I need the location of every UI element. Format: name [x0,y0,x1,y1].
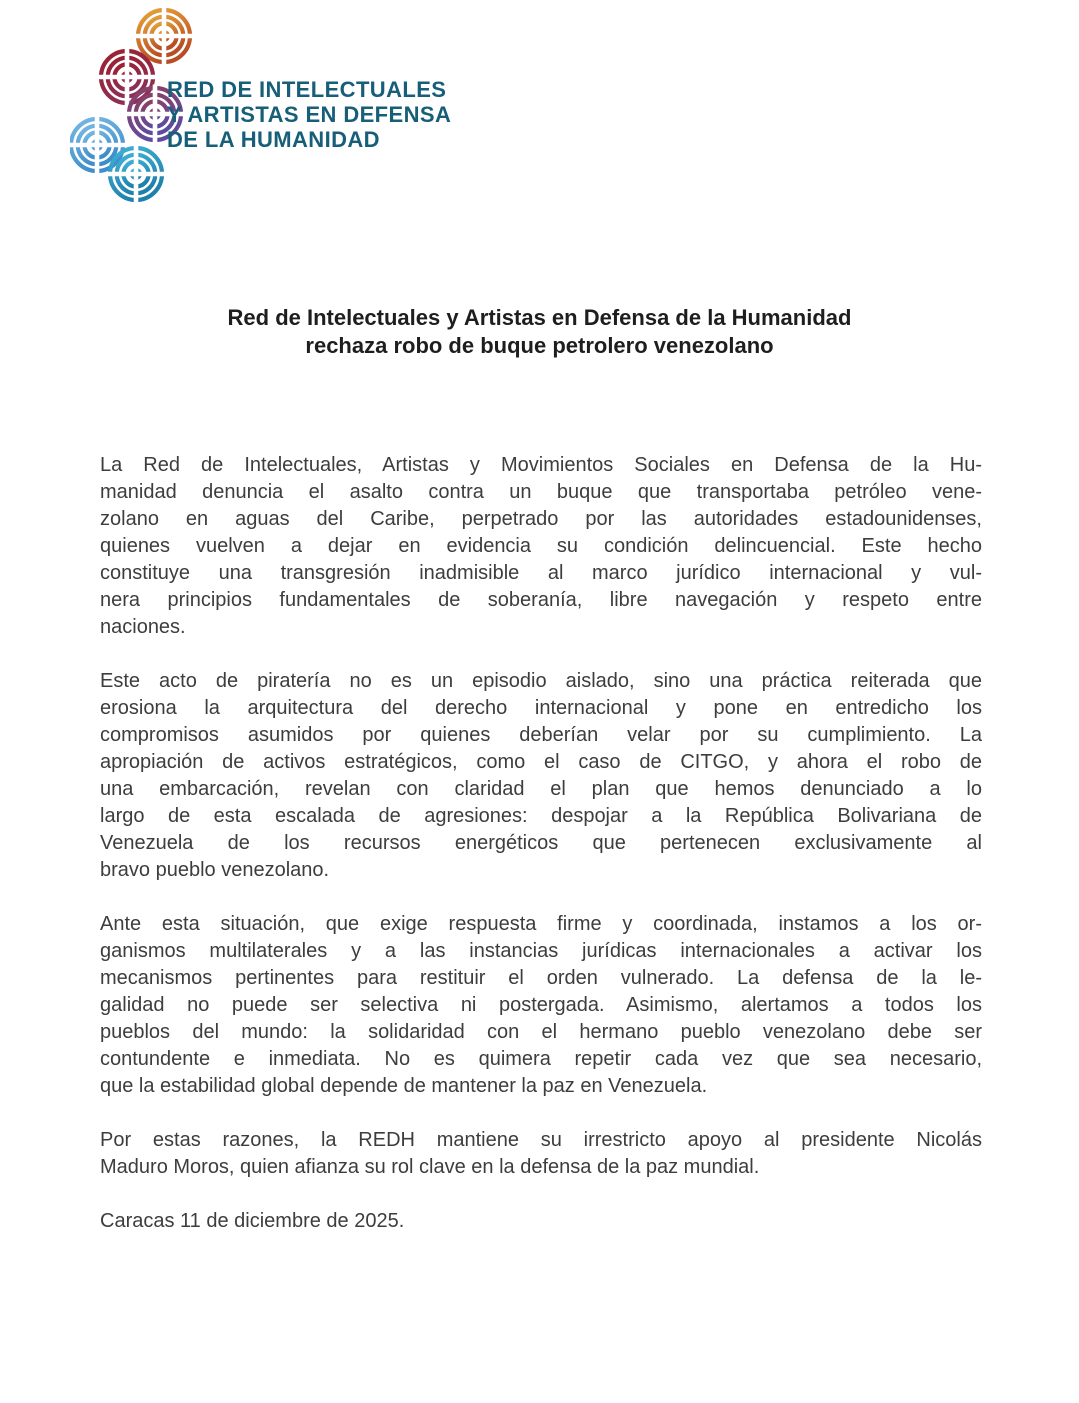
paragraph-line: zolano en aguas del Caribe, perpetrado por las autoridades estadounidenses, [100,508,982,530]
paragraph-line: Ante esta situación, que exige respuesta firme y coordinada, instamos a los or- [100,913,982,935]
paragraph-line: Venezuela de los recursos energéticos que pertenecen exclusivamente al [100,832,982,854]
paragraph-4 [100,1127,982,1181]
paragraph-line: naciones. [100,616,186,638]
paragraph-line: una embarcación, revelan con claridad el plan que hemos denunciado a lo [100,778,982,800]
paragraph-line: pueblos del mundo: la solidaridad con el hermano pueblo venezolano debe ser [100,1021,982,1043]
paragraph-2 [100,668,982,884]
document-title [0,304,1079,360]
paragraph-line: apropiación de activos estratégicos, como el caso de CITGO, y ahora el robo de [100,751,982,773]
paragraph-line: erosiona la arquitectura del derecho internacional y pone en entredicho los [100,697,982,719]
paragraph-line: constituye una transgresión inadmisible al marco jurídico internacional y vul- [100,562,982,584]
title-line: rechaza robo de buque petrolero venezolano [305,332,774,358]
logo-wordmark-line: DE LA HUMANIDAD [167,127,380,152]
paragraph-1 [100,452,982,641]
paragraph-line: quienes vuelven a dejar en evidencia su condición delincuencial. Este hecho [100,535,982,557]
paragraph-line: manidad denuncia el asalto contra un buque que transportaba petróleo vene- [100,481,982,503]
paragraph-3 [100,911,982,1100]
paragraph-line: La Red de Intelectuales, Artistas y Movimientos Sociales en Defensa de la Hu- [100,454,982,476]
paragraph-line: contundente e inmediata. No es quimera repetir cada vez que sea necesario, [100,1048,982,1070]
paragraph-line: galidad no puede ser selectiva ni postergada. Asimismo, alertamos a todos los [100,994,982,1016]
paragraph-line: Este acto de piratería no es un episodio aislado, sino una práctica reiterada que [100,670,982,692]
paragraph-line: que la estabilidad global depende de mantener la paz en Venezuela. [100,1075,708,1097]
paragraph-line: Por estas razones, la REDH mantiene su irrestricto apoyo al presidente Nicolás [100,1129,982,1151]
logo-wordmark-line: Y ARTISTAS EN DEFENSA [167,102,452,127]
document-body [100,452,982,1255]
date-line: Caracas 11 de diciembre de 2025. [100,1210,405,1232]
paragraph-line: compromisos asumidos por quienes deberían velar por su cumplimiento. La [100,724,982,746]
paragraph-line: Maduro Moros, quien afianza su rol clave en la defensa de la paz mundial. [100,1156,760,1178]
paragraph-line: nera principios fundamentales de soberanía, libre navegación y respeto entre [100,589,982,611]
paragraph-line: ganismos multilaterales y a las instancias jurídicas internacionales a activar los [100,940,982,962]
title-line: Red de Intelectuales y Artistas en Defensa de la Humanidad [227,304,852,330]
paragraph-line: bravo pueblo venezolano. [100,859,330,881]
paragraph-line: largo de esta escalada de agresiones: despojar a la República Bolivariana de [100,805,982,827]
logo-wordmark-line: RED DE INTELECTUALES [167,77,447,102]
logo [0,0,520,230]
logo-wordmark [167,77,451,152]
paragraph-line: mecanismos pertinentes para restituir el orden vulnerado. La defensa de la le- [100,967,982,989]
